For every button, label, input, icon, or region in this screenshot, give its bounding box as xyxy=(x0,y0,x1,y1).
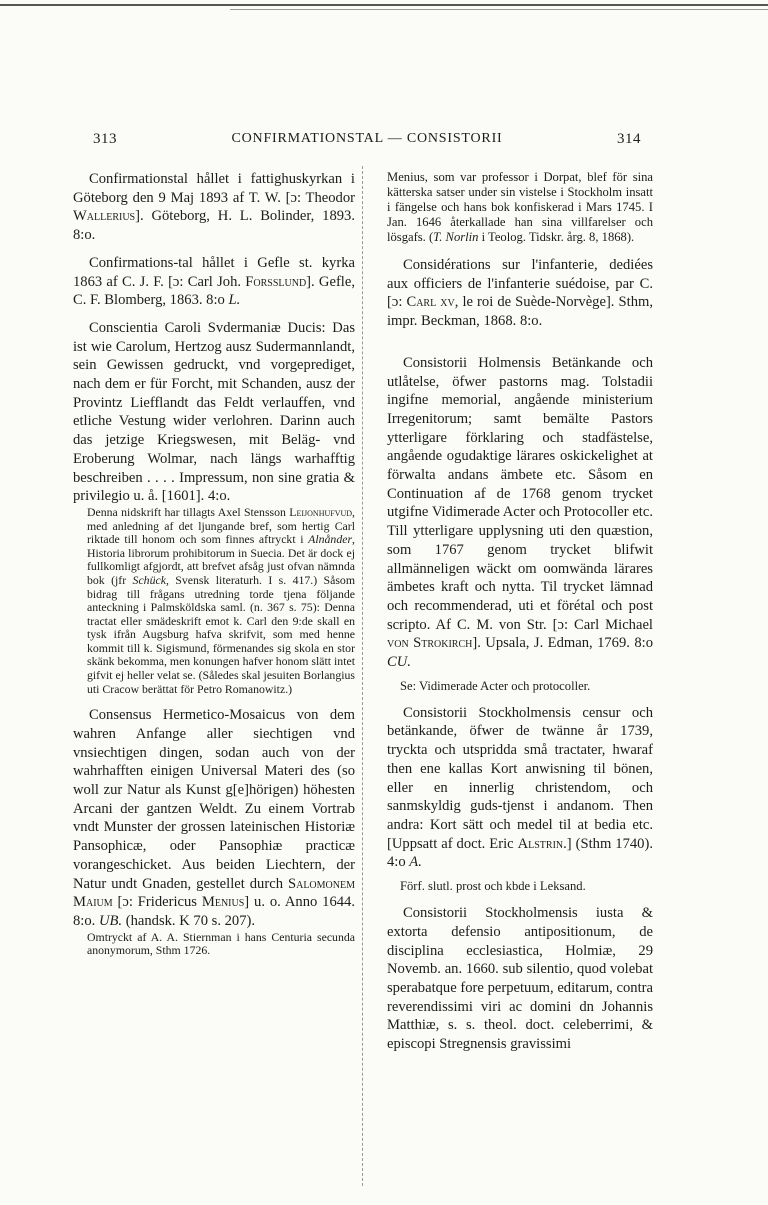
note-consensus: Omtryckt af A. A. Stiernman i hans Centuria secunda anonymorum, Sthm 1726. xyxy=(87,929,355,958)
location-siglum: UB. xyxy=(98,913,123,929)
author-name: Leijonhufvud xyxy=(289,504,353,519)
entry-confirmations-tal-gefle: Confirmations-tal hållet i Gefle st. kyrka 1863 af C. J. F. [ɔ: Carl Joh. Forsslund]. Gefle, C. F. Blomberg, 1863. 8:o L. xyxy=(73,254,355,309)
entry-consistorii-stockholmensis-defensio: Consistorii Stockholmensis iusta & extorta defensio antipositionum, de disciplina ecclesiastica, Holmiæ, 29 Novemb. an. 1660. sub silentio, quod volebat sperabatque fore perpetuum, editarum, contra reverendissimi viri ac domini dn Johannis Matthiæ, s. s. theol. doct. celeberrimi, & episcopi Stregnensis gravissimi xyxy=(387,905,653,1053)
entry-considerations-infanterie: Considérations sur l'infanterie, dediées aux officiers de l'infanterie suédoise, par C. [ɔ: Carl xv, le roi de Suède-Norvège]. Sthm, impr. Beckman, 1868. 8:o. xyxy=(387,257,653,330)
page-header xyxy=(93,131,641,153)
left-column xyxy=(73,170,355,958)
top-rule xyxy=(0,4,768,6)
right-column xyxy=(387,170,653,1054)
location-siglum: A. xyxy=(409,854,422,871)
note-holmensis: Se: Vidimerade Acter och protocoller. xyxy=(400,678,591,693)
note-stockholmensis: Förf. slutl. prost och kbde i Leksand. xyxy=(400,879,586,894)
note-consensus-continued: Menius, som var professor i Dorpat, blef för sina kätterska satser under sin vistelse i Stockholm insatt i fängelse och hans bok konfiskerad i Mars 1745. I Jan. 1646 återkallade han sina villfarelser och lösgafs. (T. Norlin i Teolog. Tidskr. årg. 8, 1868). xyxy=(387,170,653,244)
entry-consistorii-holmensis: Consistorii Holmensis Betänkande och utlåtelse, öfwer pastorns mag. Tolstadii ingifne memorial, angående ministerium Irregenitorum; samt bemälte Pastors ytterligare förklaring och stadfästelse, angående ogudaktige lärares oskickelighet at förwalta andans ämbete etc. Såsom en Continuation af de 1768 genom trycket utgifne Vidimerade Acter och Protocoller etc. Till ytterligare upplysning uti den quæstion, som 1767 genom trycket blifwit allmänneligen wäckt om oomwända lärares ämbetes kraft och nytta. Til trycket lämnad och recommenderad, uti et förétal och post scripto. Af C. M. von Str. [ɔ: Carl Michael von Strokirch]. Upsala, J. Edman, 1769. 8:o CU. xyxy=(387,354,653,671)
entry-consistorii-stockholmensis-censur: Consistorii Stockholmensis censur och betänkande, öfwer de twänne år 1739, tryckta och utspridda små tractater, hwaraf then ene kallas Kort anwisning til bönen, eller en innerlig christendom, och sanmskyldig guds-tjenst i andanom. Then andra: Kort sätt och medel til at bedia etc. [Uppsatt af doct. Eric Alstrin.] (Sthm 1740). 4:o A. xyxy=(387,704,653,871)
author-name: Alstrin xyxy=(517,835,564,852)
location-siglum: L. xyxy=(228,292,241,309)
page-number-left: 313 xyxy=(93,131,117,147)
author-name: Carl xv xyxy=(406,294,455,311)
note-conscientia: Denna nidskrift har tillagts Axel Stensson Leijonhufvud, med anledning af det ljungande bref, som hertig Carl riktade till honom och som finnes aftryckt i Alnånder, Historia librorum prohibitorum in Suecia. Det är dock ej fullkomligt afgjordt, att brefvet afsåg just ofvan nämnda bok (jfr Schück, Svensk literaturh. I s. 417.) Såsom bidrag till frågans utredning torde tjena följande anteckning i Palmsköldska saml. (n. 367 s. 75): Denna tractat eller smädeskrift emot k. Carl den 9:de skall en tysk ifrån Augsburg hafva skrifvit, som med henne kommit till k. Sigismund, förmenandes sig skola en stor skänk bekomma, men konungen hafver honom slätt intet gifvit ej heller velat se. (Således skal jesuiten Borlangius uti Cracow berättat för Petro Romanowitz.) xyxy=(87,504,355,696)
page-number-right: 314 xyxy=(617,131,641,147)
author-name: Wallerius xyxy=(73,208,136,225)
column-divider xyxy=(362,166,363,1186)
entry-consensus-hermetico: Consensus Hermetico-Mosaicus von dem wahren Anfange aller siechtigen vnd vnsiechtigen dingen, sodan auch von der wahrhafften einigen Universal Materi des (so woll zur Natur als Kunst g[e]hörigen) höhesten Arcani der gantzen Weldt. Zu einem Vortrab vndt Munster der grossen lateinischen Historiæ Pansophicæ, oder Pansophiæ practicæ vorangeschicket. Aus beiden Liechtern, der Natur undt Gnaden, gestellet durch Salomonem Maium [ɔ: Fridericus Menius] u. o. Anno 1644. 8:o. UB. (handsk. K 70 s. 207). xyxy=(73,707,355,929)
top-rule-secondary xyxy=(230,9,768,10)
author-name: von Strokirch xyxy=(387,635,473,652)
author-name: Menius xyxy=(201,894,245,911)
location-siglum: CU. xyxy=(387,654,411,671)
entry-confirmationstal-goteborg: Confirmationstal hållet i fattighuskyrkan i Göteborg den 9 Maj 1893 af T. W. [ɔ: Theodor Wallerius]. Göteborg, H. L. Bolinder, 1893. 8:o. xyxy=(73,171,355,244)
author-name: Forsslund xyxy=(245,273,307,290)
entry-conscientia-caroli: Conscientia Caroli Svdermaniæ Ducis: Das ist wie Carolum, Hertzog ausz Sudermannlandt, sein Gewissen gedruckt, vnd vorgeprediget, nach dem er für Forcht, mit Schanden, ausz der Provintz Liefflandt das Feldt verlauffen, vnd etliche Vestung wider verlohren. Darinn auch das jetzige Kriegswesen, mit Beläg- vnd Eroberung Wolmar, nach längs warhafftig beschreiben . . . . Impressum, non sine gratia & privilegio u. å. [1601]. 4:o. xyxy=(73,319,355,505)
author-name: Salomonem Maium xyxy=(73,875,355,911)
running-title: CONFIRMATIONSTAL — CONSISTORII xyxy=(231,131,503,146)
